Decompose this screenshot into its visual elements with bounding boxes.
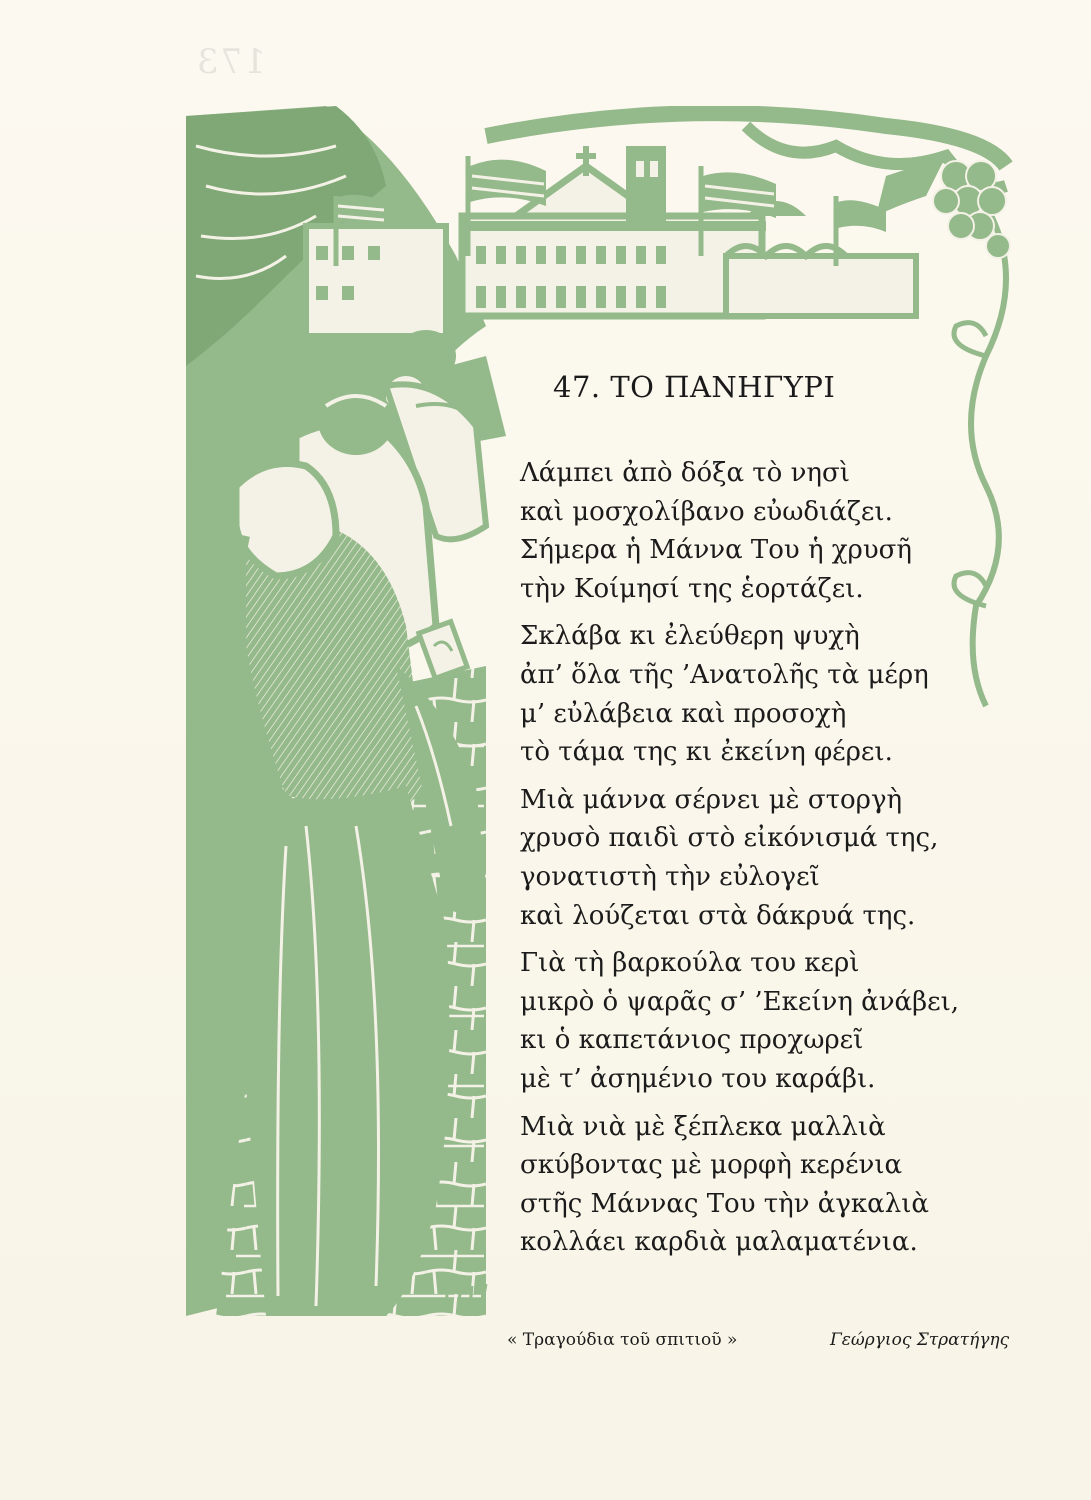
- poem-line: γονατιστὴ τὴν εὐλογεῖ: [520, 861, 820, 892]
- poem-line: ἀπ’ ὅλα τῆς ’Ανατολῆς τὰ μέρη: [520, 659, 929, 690]
- bleed-through-page-number: 173: [195, 42, 266, 82]
- poem-line: κι ὁ καπετάνιος προχωρεῖ: [520, 1025, 864, 1056]
- poem-line: καὶ μοσχολίβανο εὐωδιάζει.: [520, 496, 893, 527]
- source-citation: « Τραγούδια τοῦ σπιτιοῦ »: [507, 1330, 738, 1350]
- stanza: [520, 1108, 990, 1262]
- chapter-title: 47. ΤΟ ΠΑΝΗΓΥΡΙ: [553, 370, 836, 404]
- poem-line: κολλάει καρδιὰ μαλαματένια.: [520, 1227, 918, 1258]
- stanza: [520, 454, 990, 608]
- stanza: [520, 781, 990, 935]
- poem-line: μ’ εὐλάβεια καὶ προσοχὴ: [520, 698, 847, 729]
- poem-line: Σκλάβα κι ἐλεύθερη ψυχὴ: [520, 621, 860, 652]
- poem-line: Σήμερα ἡ Μάννα Του ἡ χρυσῆ: [520, 535, 912, 566]
- poem-line: μὲ τ’ ἀσημένιο του καράβι.: [520, 1063, 876, 1094]
- poem-line: σκύβοντας μὲ μορφὴ κερένια: [520, 1150, 903, 1181]
- stanza: [520, 944, 990, 1098]
- stanza: [520, 617, 990, 771]
- poem-line: τὸ τάμα της κι ἐκείνη φέρει.: [520, 737, 893, 768]
- poem-line: καὶ λούζεται στὰ δάκρυά της.: [520, 900, 916, 931]
- poem-line: στῆς Μάννας Του τὴν ἀγκαλιὰ: [520, 1188, 929, 1219]
- poem-line: Μιὰ μάννα σέρνει μὲ στοργὴ: [520, 784, 903, 815]
- poem: [520, 454, 990, 1271]
- author-name: Γεώργιος Στρατήγης: [830, 1330, 1010, 1350]
- poem-line: χρυσὸ παιδὶ στὸ εἰκόνισμά της,: [520, 823, 939, 854]
- poem-line: Γιὰ τὴ βαρκούλα του κερὶ: [520, 948, 860, 979]
- poem-line: Μιὰ νιὰ μὲ ξέπλεκα μαλλιὰ: [520, 1111, 886, 1142]
- poem-line: Λάμπει ἀπὸ δόξα τὸ νησὶ: [520, 458, 850, 488]
- poem-line: μικρὸ ὁ ψαρᾶς σ’ ’Εκείνη ἀνάβει,: [520, 986, 960, 1017]
- poem-line: τὴν Κοίμησί της ἑορτάζει.: [520, 573, 864, 604]
